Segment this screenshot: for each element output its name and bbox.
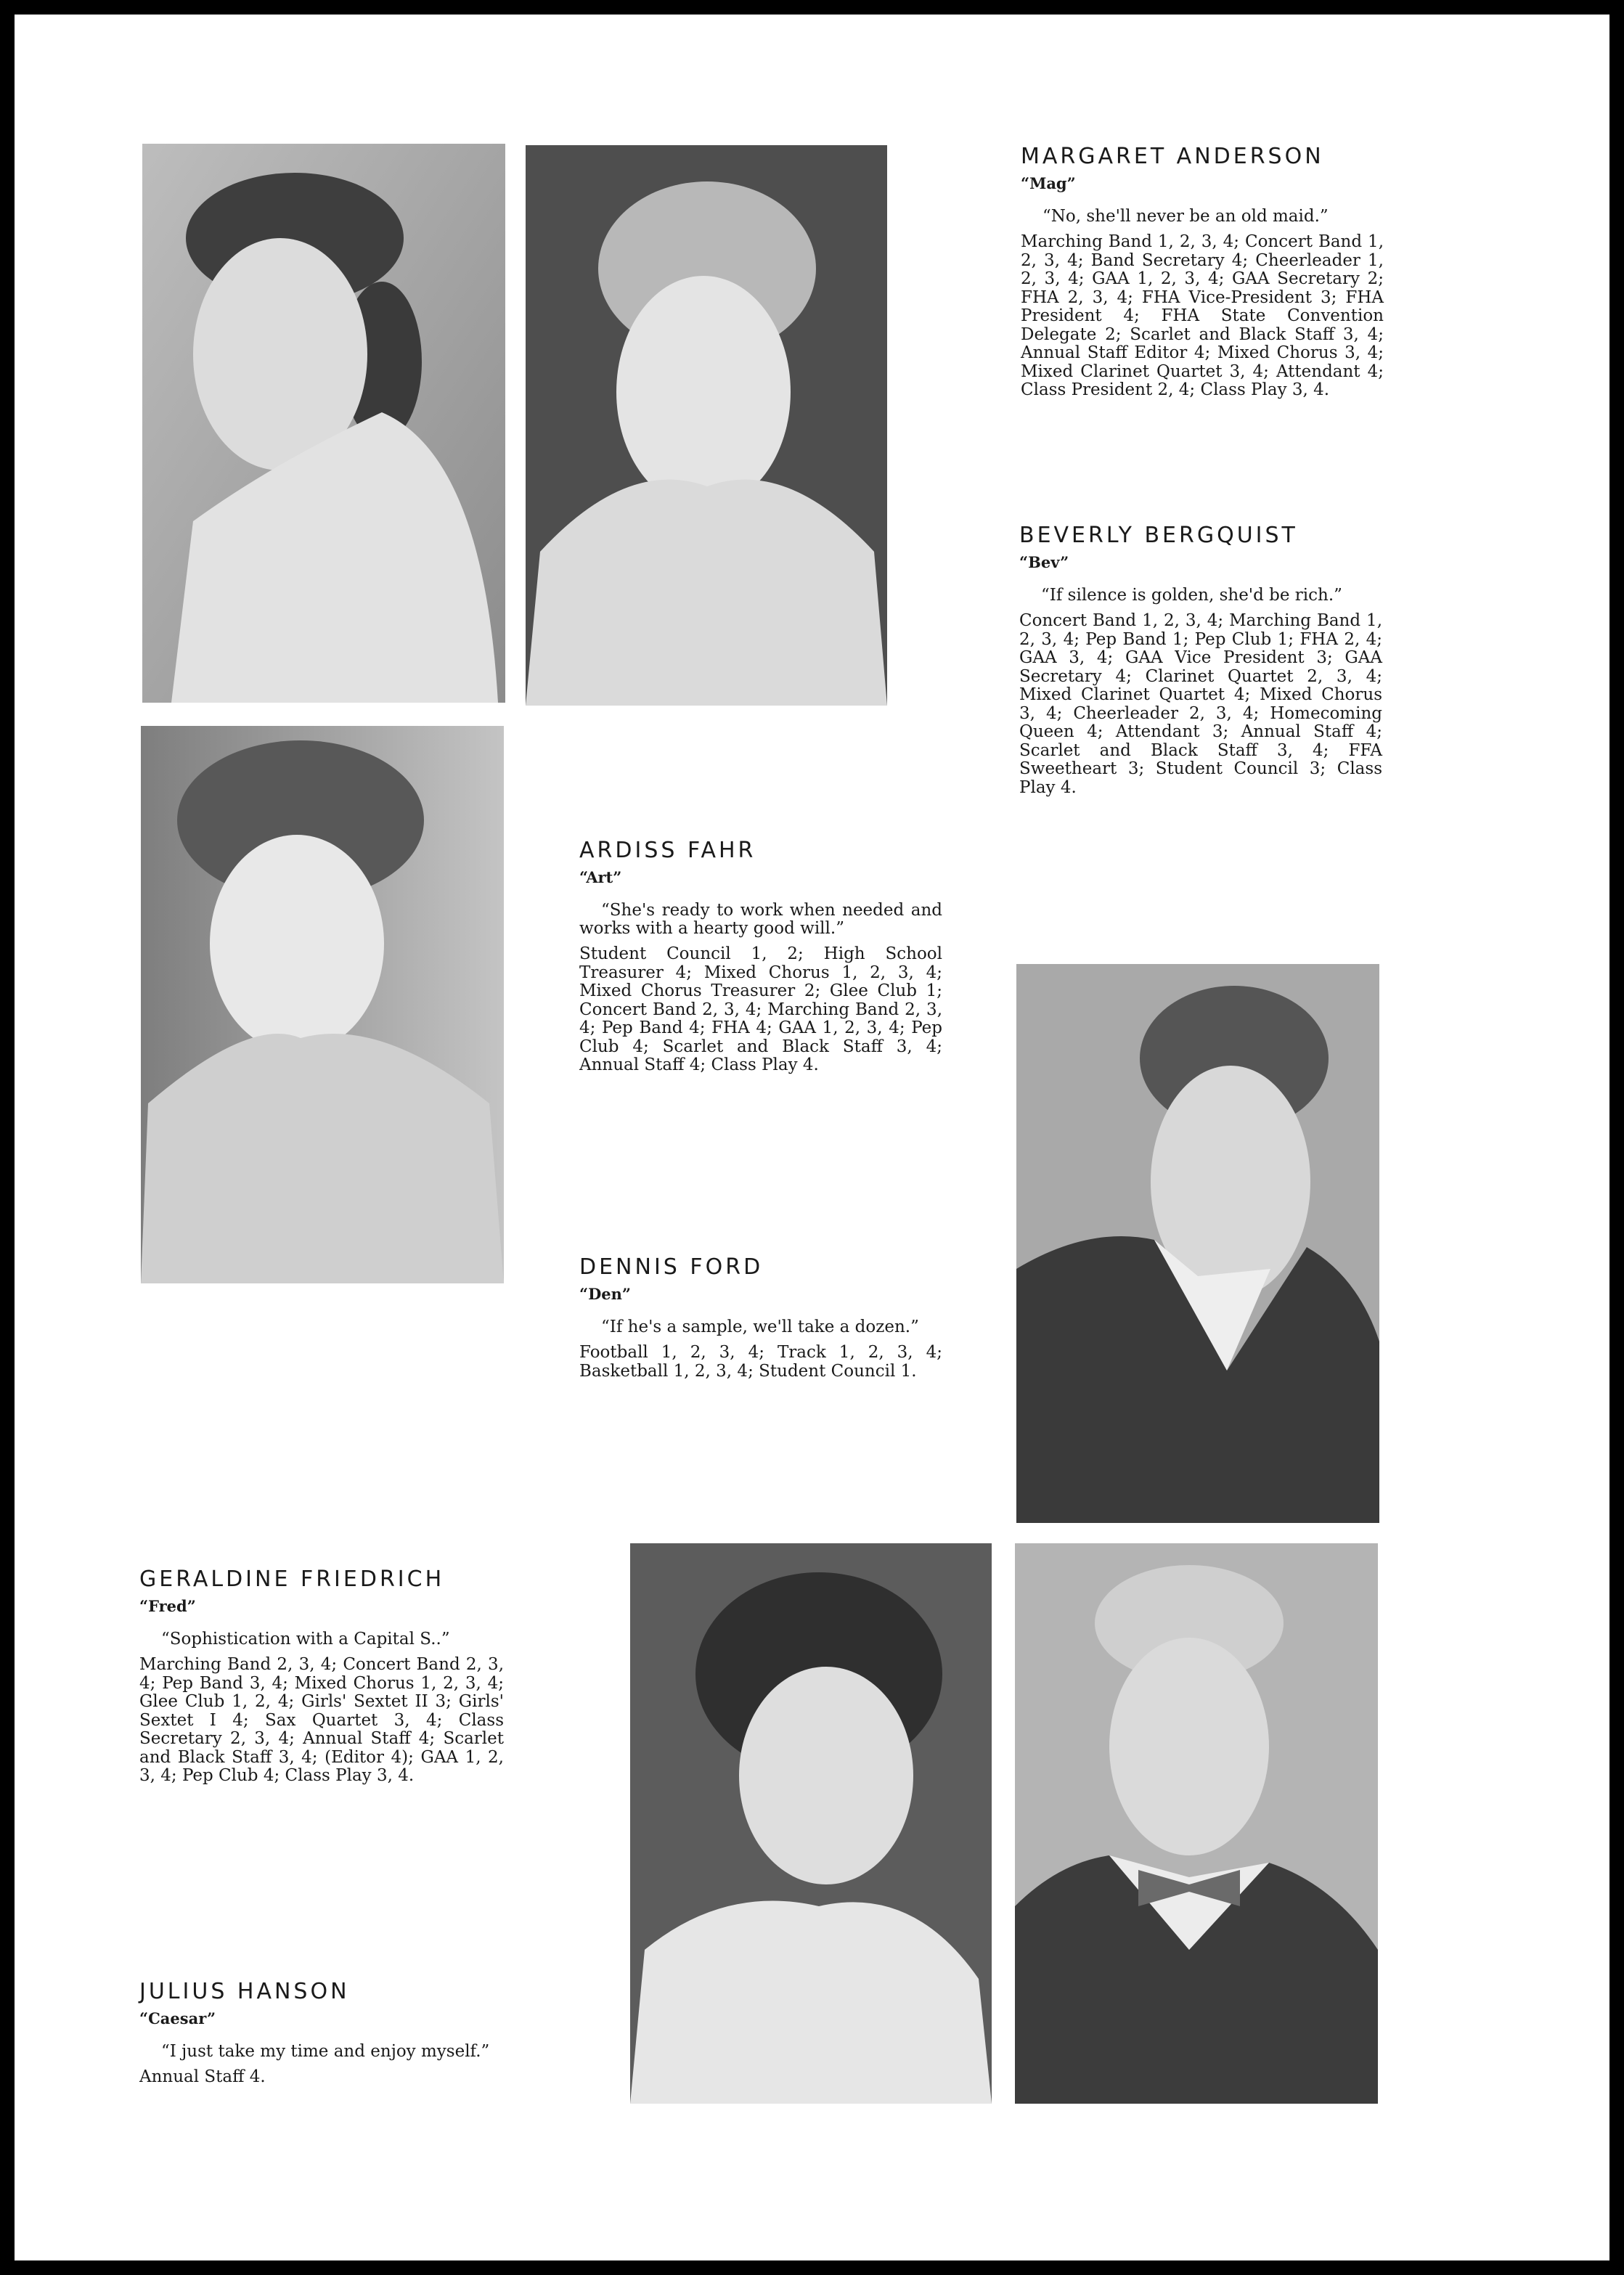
entry-geraldine-friedrich — [139, 1567, 504, 1786]
entry-ardiss-fahr — [579, 838, 942, 1075]
entry-margaret-anderson — [1021, 144, 1384, 400]
student-activities: Concert Band 1, 2, 3, 4; Marching Band 1, 2, 3, 4; Pep Band 1; Pep Club 1; FHA 2, 4; GAA 3, 4; GAA Vice President 3; GAA Secretary 4; Clarinet Quartet 2, 3, 4; Mixed Clarinet Quartet 4; Mixed Chorus 3, 4; Cheerleader 2, 3, 4; Homecoming Queen 4; Attendant 3; Annual Staff 4; Scarlet and Black Staff 3, 4; FFA Sweetheart 3; Student Council 3; Class Play 4. — [1019, 611, 1382, 797]
student-name: ARDISS FAHR — [579, 838, 756, 863]
portrait-ardiss-fahr — [141, 726, 504, 1283]
student-quote: “I just take my time and enjoy myself.” — [161, 2042, 490, 2061]
student-name: GERALDINE FRIEDRICH — [139, 1567, 445, 1592]
portrait-julius-hanson — [1015, 1543, 1378, 2104]
student-name: BEVERLY BERGQUIST — [1019, 523, 1298, 548]
student-nickname: “Art” — [579, 868, 622, 886]
student-name: DENNIS FORD — [579, 1254, 764, 1280]
student-nickname: “Mag” — [1021, 174, 1076, 192]
student-activities: Annual Staff 4. — [139, 2067, 266, 2086]
entry-beverly-bergquist — [1019, 523, 1382, 797]
student-quote: “If he's a sample, we'll take a dozen.” — [601, 1318, 919, 1336]
student-quote: “Sophistication with a Capital S..” — [161, 1630, 450, 1649]
student-activities: Football 1, 2, 3, 4; Track 1, 2, 3, 4; Basketball 1, 2, 3, 4; Student Council 1. — [579, 1343, 942, 1381]
portrait-geraldine-friedrich — [630, 1543, 992, 2104]
entry-dennis-ford — [579, 1254, 942, 1381]
entry-julius-hanson — [139, 1979, 504, 2087]
student-quote: “No, she'll never be an old maid.” — [1042, 207, 1329, 226]
portrait-margaret-anderson — [142, 144, 505, 703]
student-nickname: “Fred” — [139, 1597, 196, 1615]
student-nickname: “Bev” — [1019, 553, 1069, 571]
student-activities: Marching Band 1, 2, 3, 4; Concert Band 1, 2, 3, 4; Band Secretary 4; Cheerleader 1, 2, 3, 4; GAA 1, 2, 3, 4; GAA Secretary 2; FHA 2, 3, 4; FHA Vice-President 3; FHA President 4; FHA State Convention Delegate 2; Scarlet and Black Staff 3, 4; Annual Staff Editor 4; Mixed Chorus 3, 4; Mixed Clarinet Quartet 3, 4; Attendant 4; Class President 2, 4; Class Play 3, 4. — [1021, 232, 1384, 399]
yearbook-page — [15, 15, 1609, 2260]
student-name: MARGARET ANDERSON — [1021, 144, 1324, 169]
portrait-dennis-ford — [1016, 964, 1379, 1523]
student-quote: “If silence is golden, she'd be rich.” — [1041, 586, 1342, 605]
student-quote: “She's ready to work when needed and works with a hearty good will.” — [579, 901, 942, 938]
student-activities: Student Council 1, 2; High School Treasurer 4; Mixed Chorus 1, 2, 3, 4; Mixed Chorus Treasurer 2; Glee Club 1; Concert Band 2, 3, 4; Marching Band 2, 3, 4; Pep Band 4; FHA 4; GAA 1, 2, 3, 4; Pep Club 4; Scarlet and Black Staff 3, 4; Annual Staff 4; Class Play 4. — [579, 944, 942, 1074]
student-nickname: “Caesar” — [139, 2009, 216, 2027]
portrait-beverly-bergquist — [526, 145, 887, 706]
student-nickname: “Den” — [579, 1285, 631, 1303]
student-name: JULIUS HANSON — [139, 1979, 350, 2004]
student-activities: Marching Band 2, 3, 4; Concert Band 2, 3, 4; Pep Band 3, 4; Mixed Chorus 1, 2, 3, 4; Glee Club 1, 2, 4; Girls' Sextet II 3; Girls' Sextet I 4; Sax Quartet 3, 4; Class Secretary 2, 3, 4; Annual Staff 4; Scarlet and Black Staff 3, 4; (Editor 4); GAA 1, 2, 3, 4; Pep Club 4; Class Play 3, 4. — [139, 1655, 504, 1785]
